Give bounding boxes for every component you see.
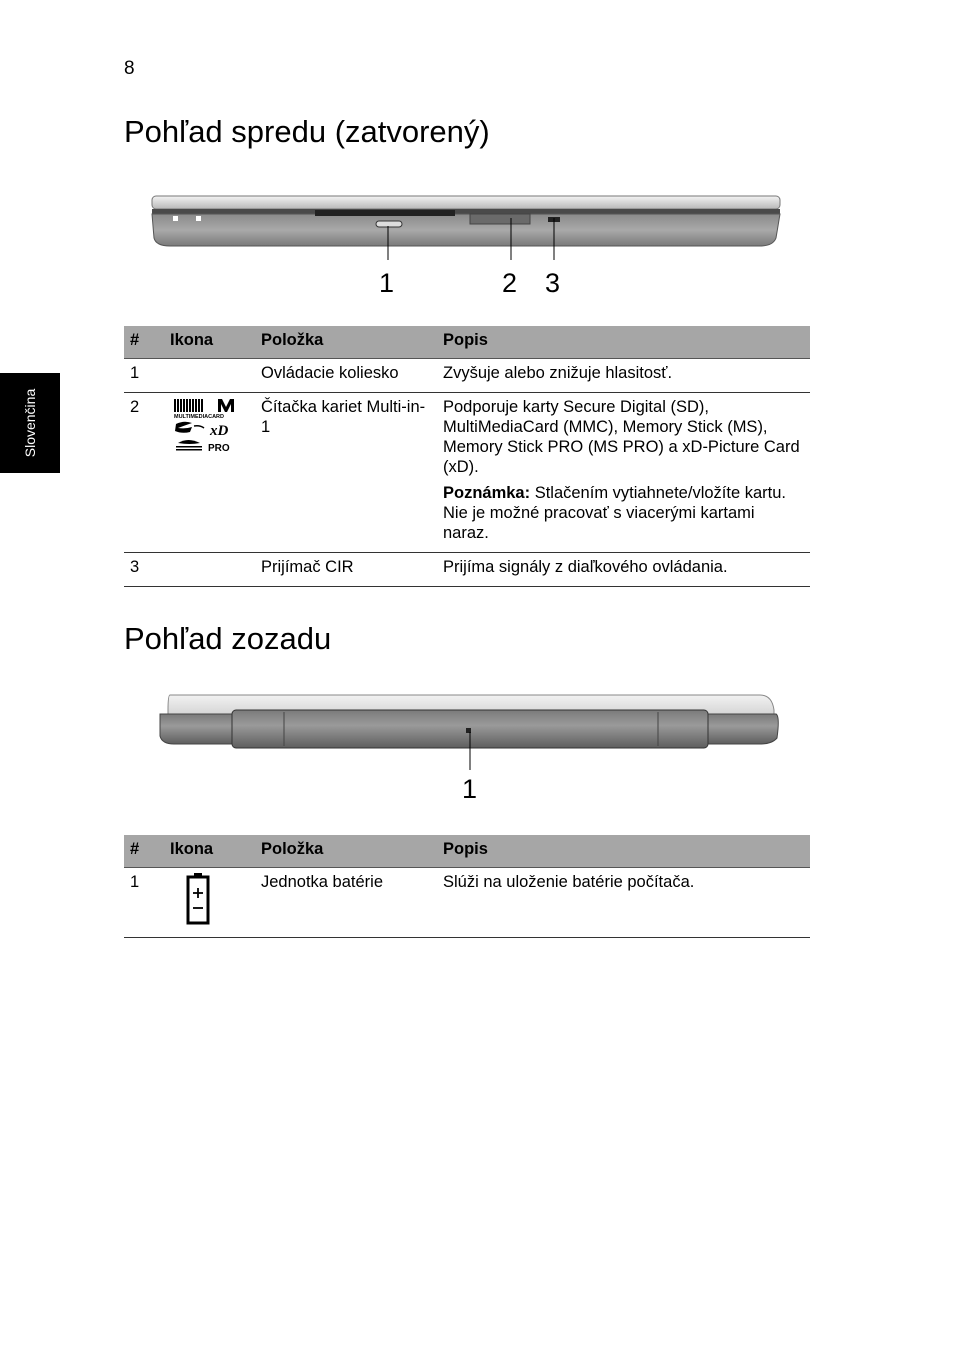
note-text: Stlačením vytiahnete/vložíte kartu. Nie je možné pracovať s viacerými kartami naraz. [443, 484, 786, 542]
header-icon: Ikona [164, 326, 255, 359]
header-number: # [124, 326, 164, 359]
row-description: Zvyšuje alebo znižuje hlasitosť. [437, 359, 810, 393]
svg-text:PRO: PRO [208, 443, 230, 454]
callout-front-2: 2 [502, 268, 518, 298]
table-row [124, 393, 810, 553]
battery-icon [170, 872, 230, 926]
svg-text:MULTIMEDIACARD: MULTIMEDIACARD [174, 414, 225, 420]
row-description-cell [437, 393, 810, 553]
header-item: Položka [255, 326, 437, 359]
row-description: Podporuje karty Secure Digital (SD), MultiMediaCard (MMC), Memory Stick (MS), Memory Stick PRO (MS PRO) a xD-Picture Card (xD). [443, 398, 800, 476]
page-number: 8 [124, 58, 135, 79]
table-row [124, 553, 810, 587]
laptop-front-illustration [140, 188, 790, 260]
callout-rear-1: 1 [462, 774, 478, 804]
row-icon-cell [164, 359, 255, 393]
language-side-tab [0, 373, 60, 473]
header-description: Popis [437, 835, 810, 868]
row-description: Prijíma signály z diaľkového ovládania. [437, 553, 810, 587]
row-number: 1 [124, 868, 164, 938]
card-reader-logos-icon [170, 397, 236, 463]
header-description: Popis [437, 326, 810, 359]
svg-text:xD: xD [210, 423, 229, 439]
laptop-rear-illustration [140, 688, 790, 770]
row-item: Čítačka kariet Multi-in-1 [255, 393, 437, 553]
row-number: 3 [124, 553, 164, 587]
row-number: 2 [124, 393, 164, 553]
row-item: Prijímač CIR [255, 553, 437, 587]
row-note [443, 483, 804, 543]
header-item: Položka [255, 835, 437, 868]
language-label: Slovenčina [22, 388, 38, 458]
header-number: # [124, 835, 164, 868]
row-icon-cell [164, 393, 255, 553]
table-header-row [124, 835, 810, 868]
row-item: Ovládacie koliesko [255, 359, 437, 393]
header-icon: Ikona [164, 835, 255, 868]
front-view-table [124, 326, 810, 587]
row-icon-cell [164, 553, 255, 587]
callout-front-1: 1 [379, 268, 395, 298]
table-header-row [124, 326, 810, 359]
rear-view-title: Pohľad zozadu [124, 621, 332, 656]
row-description: Slúži na uloženie batérie počítača. [437, 868, 810, 938]
note-label: Poznámka: [443, 484, 531, 502]
row-item: Jednotka batérie [255, 868, 437, 938]
table-row [124, 868, 810, 938]
table-row [124, 359, 810, 393]
front-view-title: Pohľad spredu (zatvorený) [124, 114, 490, 149]
row-icon-cell [164, 868, 255, 938]
row-number: 1 [124, 359, 164, 393]
rear-view-table [124, 835, 810, 938]
callout-front-3: 3 [545, 268, 561, 298]
